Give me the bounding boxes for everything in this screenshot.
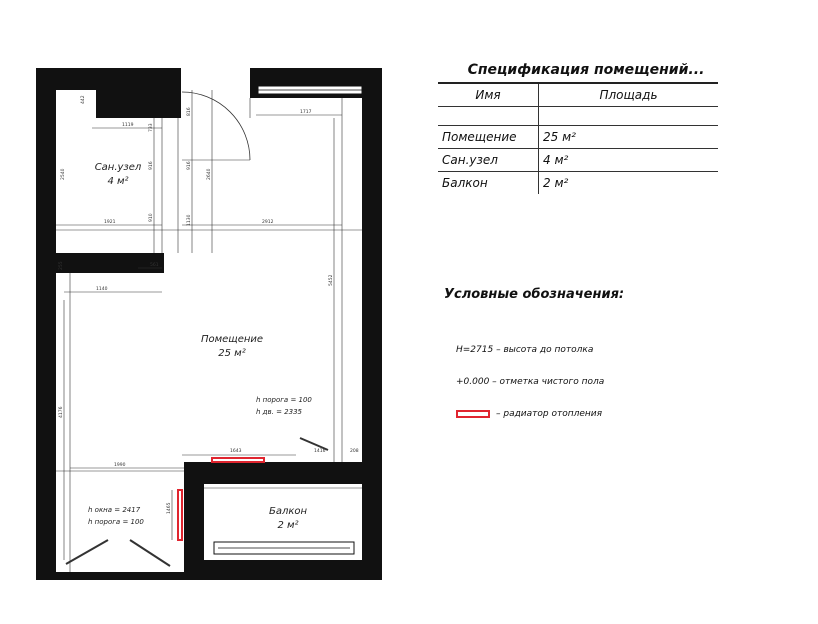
dim-255: 255 [59,261,64,270]
table-spacer-row [438,107,718,126]
radiator-swatch-icon [456,410,490,418]
note-window-threshold: h порога = 100 [88,518,144,526]
legend-text: – радиатор отопления [496,409,603,419]
balcony-left-wall [184,462,204,580]
legend-symbol: H=2715 [456,345,494,355]
row-area: 25 м² [543,130,576,144]
legend-item-floor-mark [456,377,604,387]
row-name: Помещение [438,126,539,149]
dim-2540: 2540 [61,168,66,180]
note-threshold: h порога = 100 [256,396,312,404]
dim-910: 910 [149,213,154,222]
dim-1990: 1990 [114,463,126,468]
legend-title: Условные обозначения: [444,287,625,302]
right-wall [362,68,382,580]
room-area-main: 25 м² [218,348,246,359]
dim-733: 733 [149,123,154,132]
dim-4176: 4176 [59,406,64,418]
dim-1465: 1465 [167,502,172,514]
specification-table-block [438,58,718,194]
dim-1119: 1119 [122,123,134,128]
row-area: 2 м² [543,176,569,190]
bathroom-corner-block [96,90,181,118]
legend-item-ceiling-height [456,345,593,355]
top-wall-left [36,68,181,90]
dim-208: 208 [350,449,359,454]
dim-1416: 1416 [314,449,326,454]
room-name-bathroom: Сан.узел [94,162,142,173]
legend-text: – высота до потолка [493,345,594,355]
dim-1717: 1717 [300,110,312,115]
dim-916b: 916 [187,161,192,170]
dim-5452: 5452 [329,274,334,286]
radiator-main [212,458,264,462]
row-name: Сан.узел [438,149,539,172]
left-wall [36,68,56,580]
table-row [438,126,718,149]
room-name-main: Помещение [200,334,264,345]
room-area-bathroom: 4 м² [107,176,129,187]
dim-2640: 2640 [207,168,212,180]
legend-item-radiator [456,409,602,419]
radiator-window [178,490,182,540]
dim-1921: 1921 [104,220,116,225]
walls [36,68,382,580]
bathroom-bottom-wall [56,253,164,273]
note-door-height: h дв. = 2335 [256,408,302,416]
legend-text: – отметка чистого пола [489,377,605,387]
dim-816: 816 [187,107,192,116]
dim-561: 561 [150,263,159,268]
dim-1140: 1140 [96,287,108,292]
dim-916a: 916 [149,161,154,170]
header-name: Имя [438,83,539,107]
legend-symbol: +0.000 [456,377,490,387]
room-area-balcony: 2 м² [277,520,299,531]
specification-title: Спецификация помещений... [467,62,705,78]
row-name: Балкон [438,172,539,195]
bottom-wall-left [36,572,204,580]
balcony-top-wall [184,462,362,484]
row-area: 4 м² [543,153,569,167]
table-header-row [438,83,718,107]
table-row [438,172,718,195]
bottom-wall-right [204,560,382,580]
dim-1130: 1130 [187,214,192,226]
note-window-height: h окна = 2417 [88,506,141,514]
dim-1643: 1643 [230,449,242,454]
table-row [438,149,718,172]
specification-table [438,82,718,194]
dim-2912: 2912 [262,220,274,225]
dim-442: 442 [81,95,86,104]
room-name-balcony: Балкон [268,506,308,517]
header-area: Площадь [599,88,658,102]
